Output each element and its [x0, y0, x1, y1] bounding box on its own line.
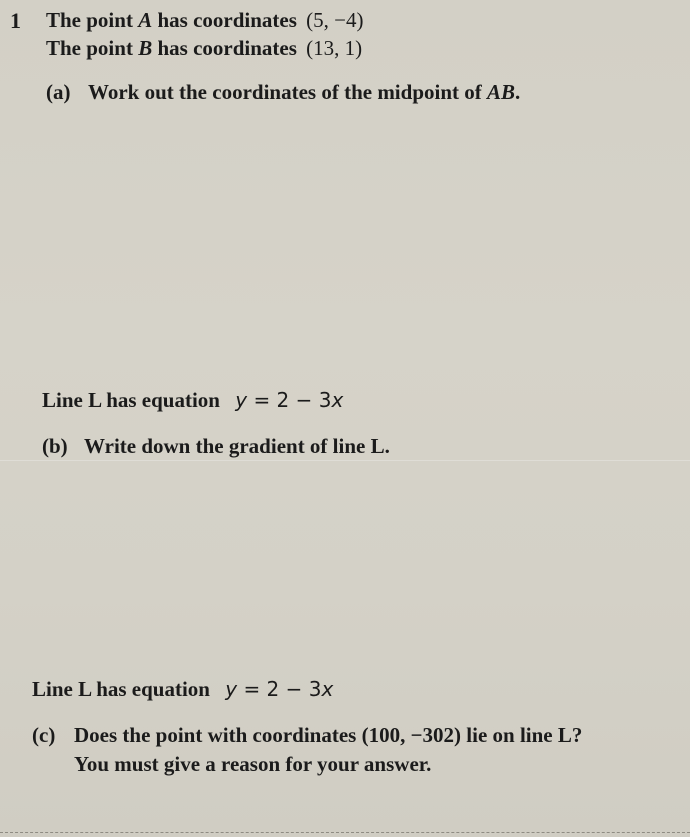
paper-fold-line: [0, 460, 690, 461]
part-c-label: (c): [32, 723, 56, 747]
line-equation-1-text: Line L has equation: [42, 388, 220, 412]
point-a-text: The point: [46, 8, 133, 32]
part-a-label: (a): [46, 80, 71, 104]
part-a-end: .: [515, 80, 521, 104]
point-b-statement: [46, 38, 362, 59]
question-number: 1: [10, 8, 21, 33]
point-a-suffix: has coordinates: [157, 8, 297, 32]
line-equation-1: [42, 390, 343, 411]
point-b-text: The point: [46, 36, 133, 60]
line-equation-2-y: y: [225, 677, 238, 701]
line-equation-2-x: x: [321, 677, 334, 701]
point-a-name: A: [138, 8, 153, 32]
part-c-instruction: You must give a reason for your answer.: [74, 752, 432, 776]
point-b-name: B: [138, 36, 153, 60]
line-equation-2-text: Line L has equation: [32, 677, 210, 701]
part-c-question: [32, 725, 582, 746]
line-equation-1-x: x: [331, 388, 344, 412]
part-b-text: Write down the gradient of line L.: [84, 434, 390, 458]
point-b-coordinates: (13, 1): [306, 36, 363, 60]
part-b-question: [42, 436, 390, 457]
point-a-statement: [46, 10, 364, 31]
part-c-text: Does the point with coordinates (100, −302) lie on line L?: [74, 723, 583, 747]
line-equation-2: [32, 679, 333, 700]
point-a-coordinates: (5, −4): [306, 8, 364, 32]
point-b-suffix: has coordinates: [157, 36, 297, 60]
line-equation-1-y: y: [235, 388, 248, 412]
answer-dotted-line: [0, 832, 690, 833]
part-a-segment: AB: [487, 80, 516, 104]
part-a-question: [46, 82, 520, 103]
line-equation-1-rhs: = 2 − 3: [253, 388, 332, 412]
part-a-text: Work out the coordinates of the midpoint of: [88, 80, 482, 104]
part-b-label: (b): [42, 434, 68, 458]
line-equation-2-rhs: = 2 − 3: [243, 677, 322, 701]
